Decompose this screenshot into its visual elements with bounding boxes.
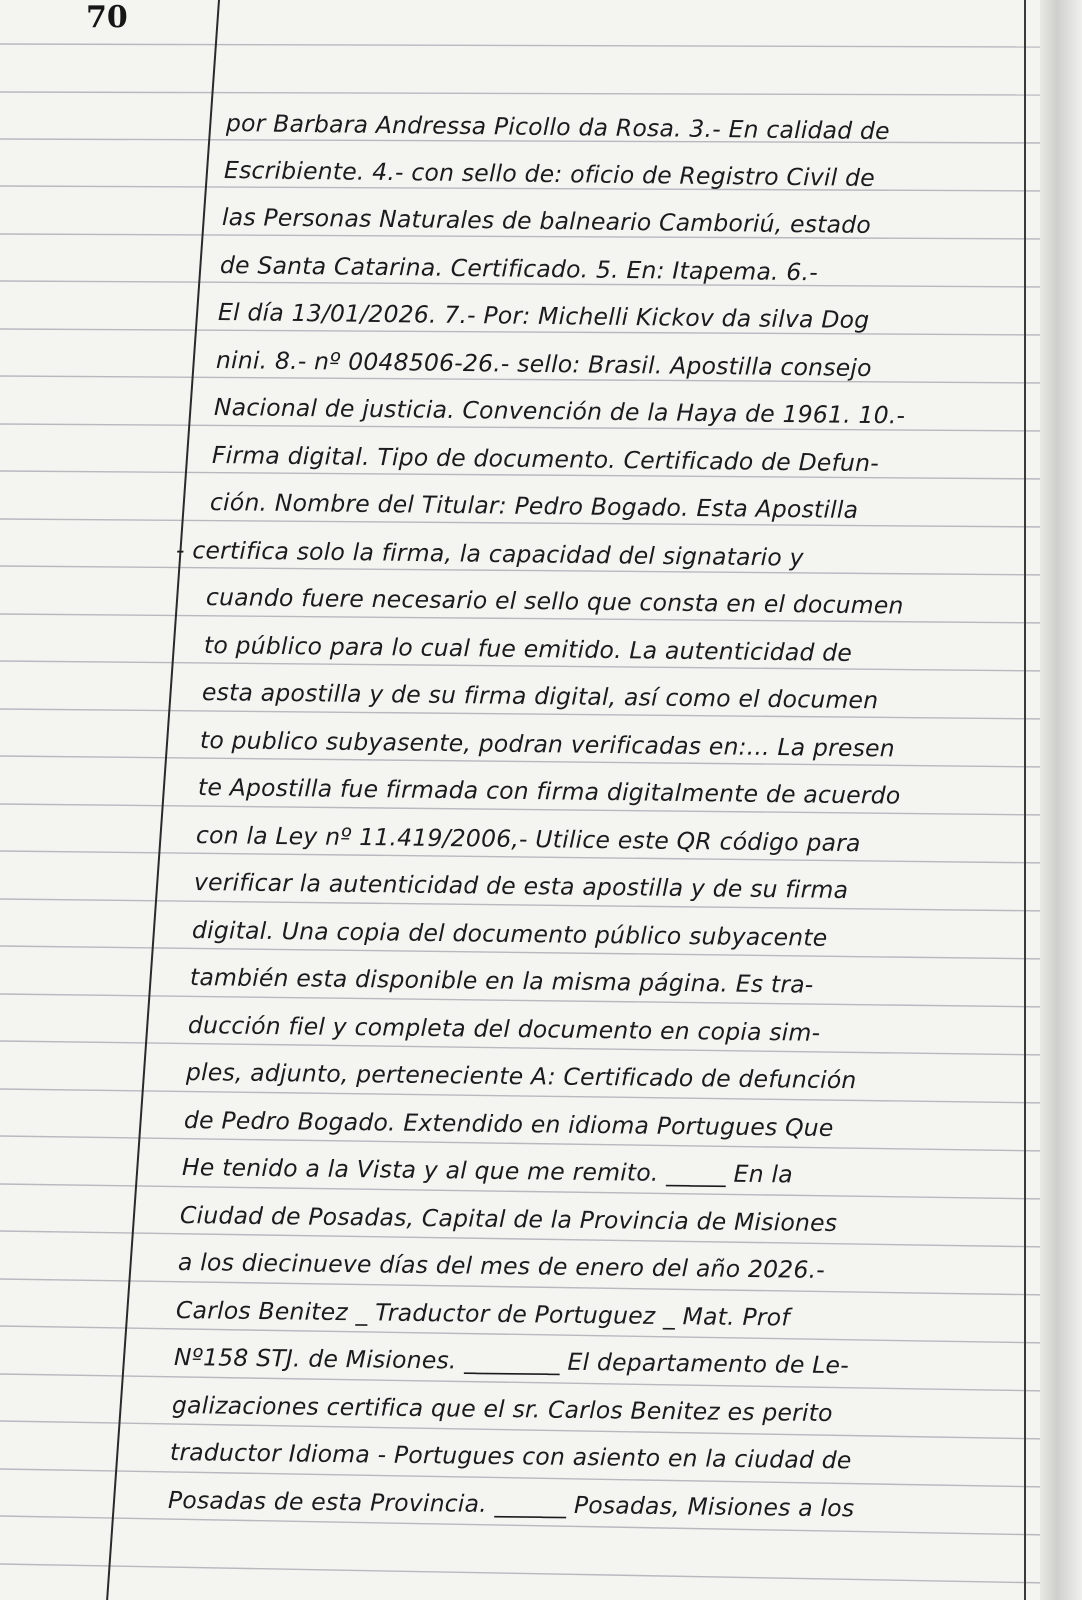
handwritten-line: digital. Una copia del documento público subyacente — [191, 916, 828, 952]
handwritten-line: ducción fiel y completa del documento en copia sim- — [187, 1011, 821, 1047]
handwritten-line: Nacional de justicia. Convención de la Haya de 1961. 10.- — [213, 393, 906, 430]
handwritten-line: Escribiente. 4.- con sello de: oficio de Registro Civil de — [223, 156, 876, 192]
handwritten-line: verificar la autenticidad de esta apostilla y de su firma — [193, 868, 849, 904]
handwritten-line: traductor Idioma - Portugues con asiento en la ciudad de — [169, 1438, 852, 1475]
handwritten-line: Nº158 STJ. de Misiones. ________ El departamento de Le- — [173, 1343, 850, 1380]
handwritten-line: to publico subyasente, podran verificadas en:... La presen — [199, 726, 896, 763]
handwritten-line: - certifica solo la firma, la capacidad del signatario y — [175, 536, 804, 572]
handwritten-line: a los diecinueve días del mes de enero del año 2026.- — [177, 1248, 826, 1284]
handwritten-line: ples, adjunto, perteneciente A: Certificado de defunción — [185, 1058, 857, 1095]
handwritten-line: cuando fuere necesario el sello que consta en el documen — [205, 583, 904, 620]
handwritten-line: Ciudad de Posadas, Capital de la Provincia de Misiones — [179, 1201, 838, 1238]
handwritten-line: de Pedro Bogado. Extendido en idioma Portugues Que — [183, 1106, 834, 1142]
handwritten-line: ción. Nombre del Titular: Pedro Bogado. Esta Apostilla — [209, 488, 859, 524]
handwritten-line: Carlos Benitez _ Traductor de Portuguez _ Mat. Prof — [175, 1296, 790, 1332]
rule-line — [0, 1564, 1050, 1583]
handwritten-line: He tenido a la Vista y al que me remito. _____ En la — [181, 1153, 793, 1189]
handwritten-line: to público para lo cual fue emitido. La autenticidad de — [203, 631, 853, 667]
page-edge-shadow — [1040, 0, 1082, 1600]
handwritten-line: Posadas de esta Provincia. ______ Posadas, Misiones a los — [167, 1486, 855, 1523]
handwritten-line: de Santa Catarina. Certificado. 5. En: Itapema. 6.- — [219, 251, 819, 287]
handwritten-line: te Apostilla fue firmada con firma digitalmente de acuerdo — [197, 773, 901, 810]
handwritten-line: El día 13/01/2026. 7.- Por: Michelli Kickov da silva Dog — [217, 298, 870, 334]
rule-line — [0, 92, 1050, 95]
page-number: 70 — [86, 0, 128, 35]
handwritten-line: las Personas Naturales de balneario Camboriú, estado — [221, 203, 872, 239]
handwritten-line: nini. 8.- nº 0048506-26.- sello: Brasil. Apostilla consejo — [215, 346, 872, 383]
handwritten-line: por Barbara Andressa Picollo da Rosa. 3.- En calidad de — [225, 109, 890, 146]
handwritten-line: esta apostilla y de su firma digital, así como el documen — [201, 678, 879, 715]
handwritten-line: con la Ley nº 11.419/2006,- Utilice este QR código para — [195, 821, 861, 858]
handwritten-line: Firma digital. Tipo de documento. Certificado de Defun- — [211, 441, 880, 478]
handwritten-line: galizaciones certifica que el sr. Carlos Benitez es perito — [171, 1391, 833, 1428]
handwritten-line: también esta disponible en la misma página. Es tra- — [189, 963, 814, 999]
rule-line — [0, 44, 1050, 47]
